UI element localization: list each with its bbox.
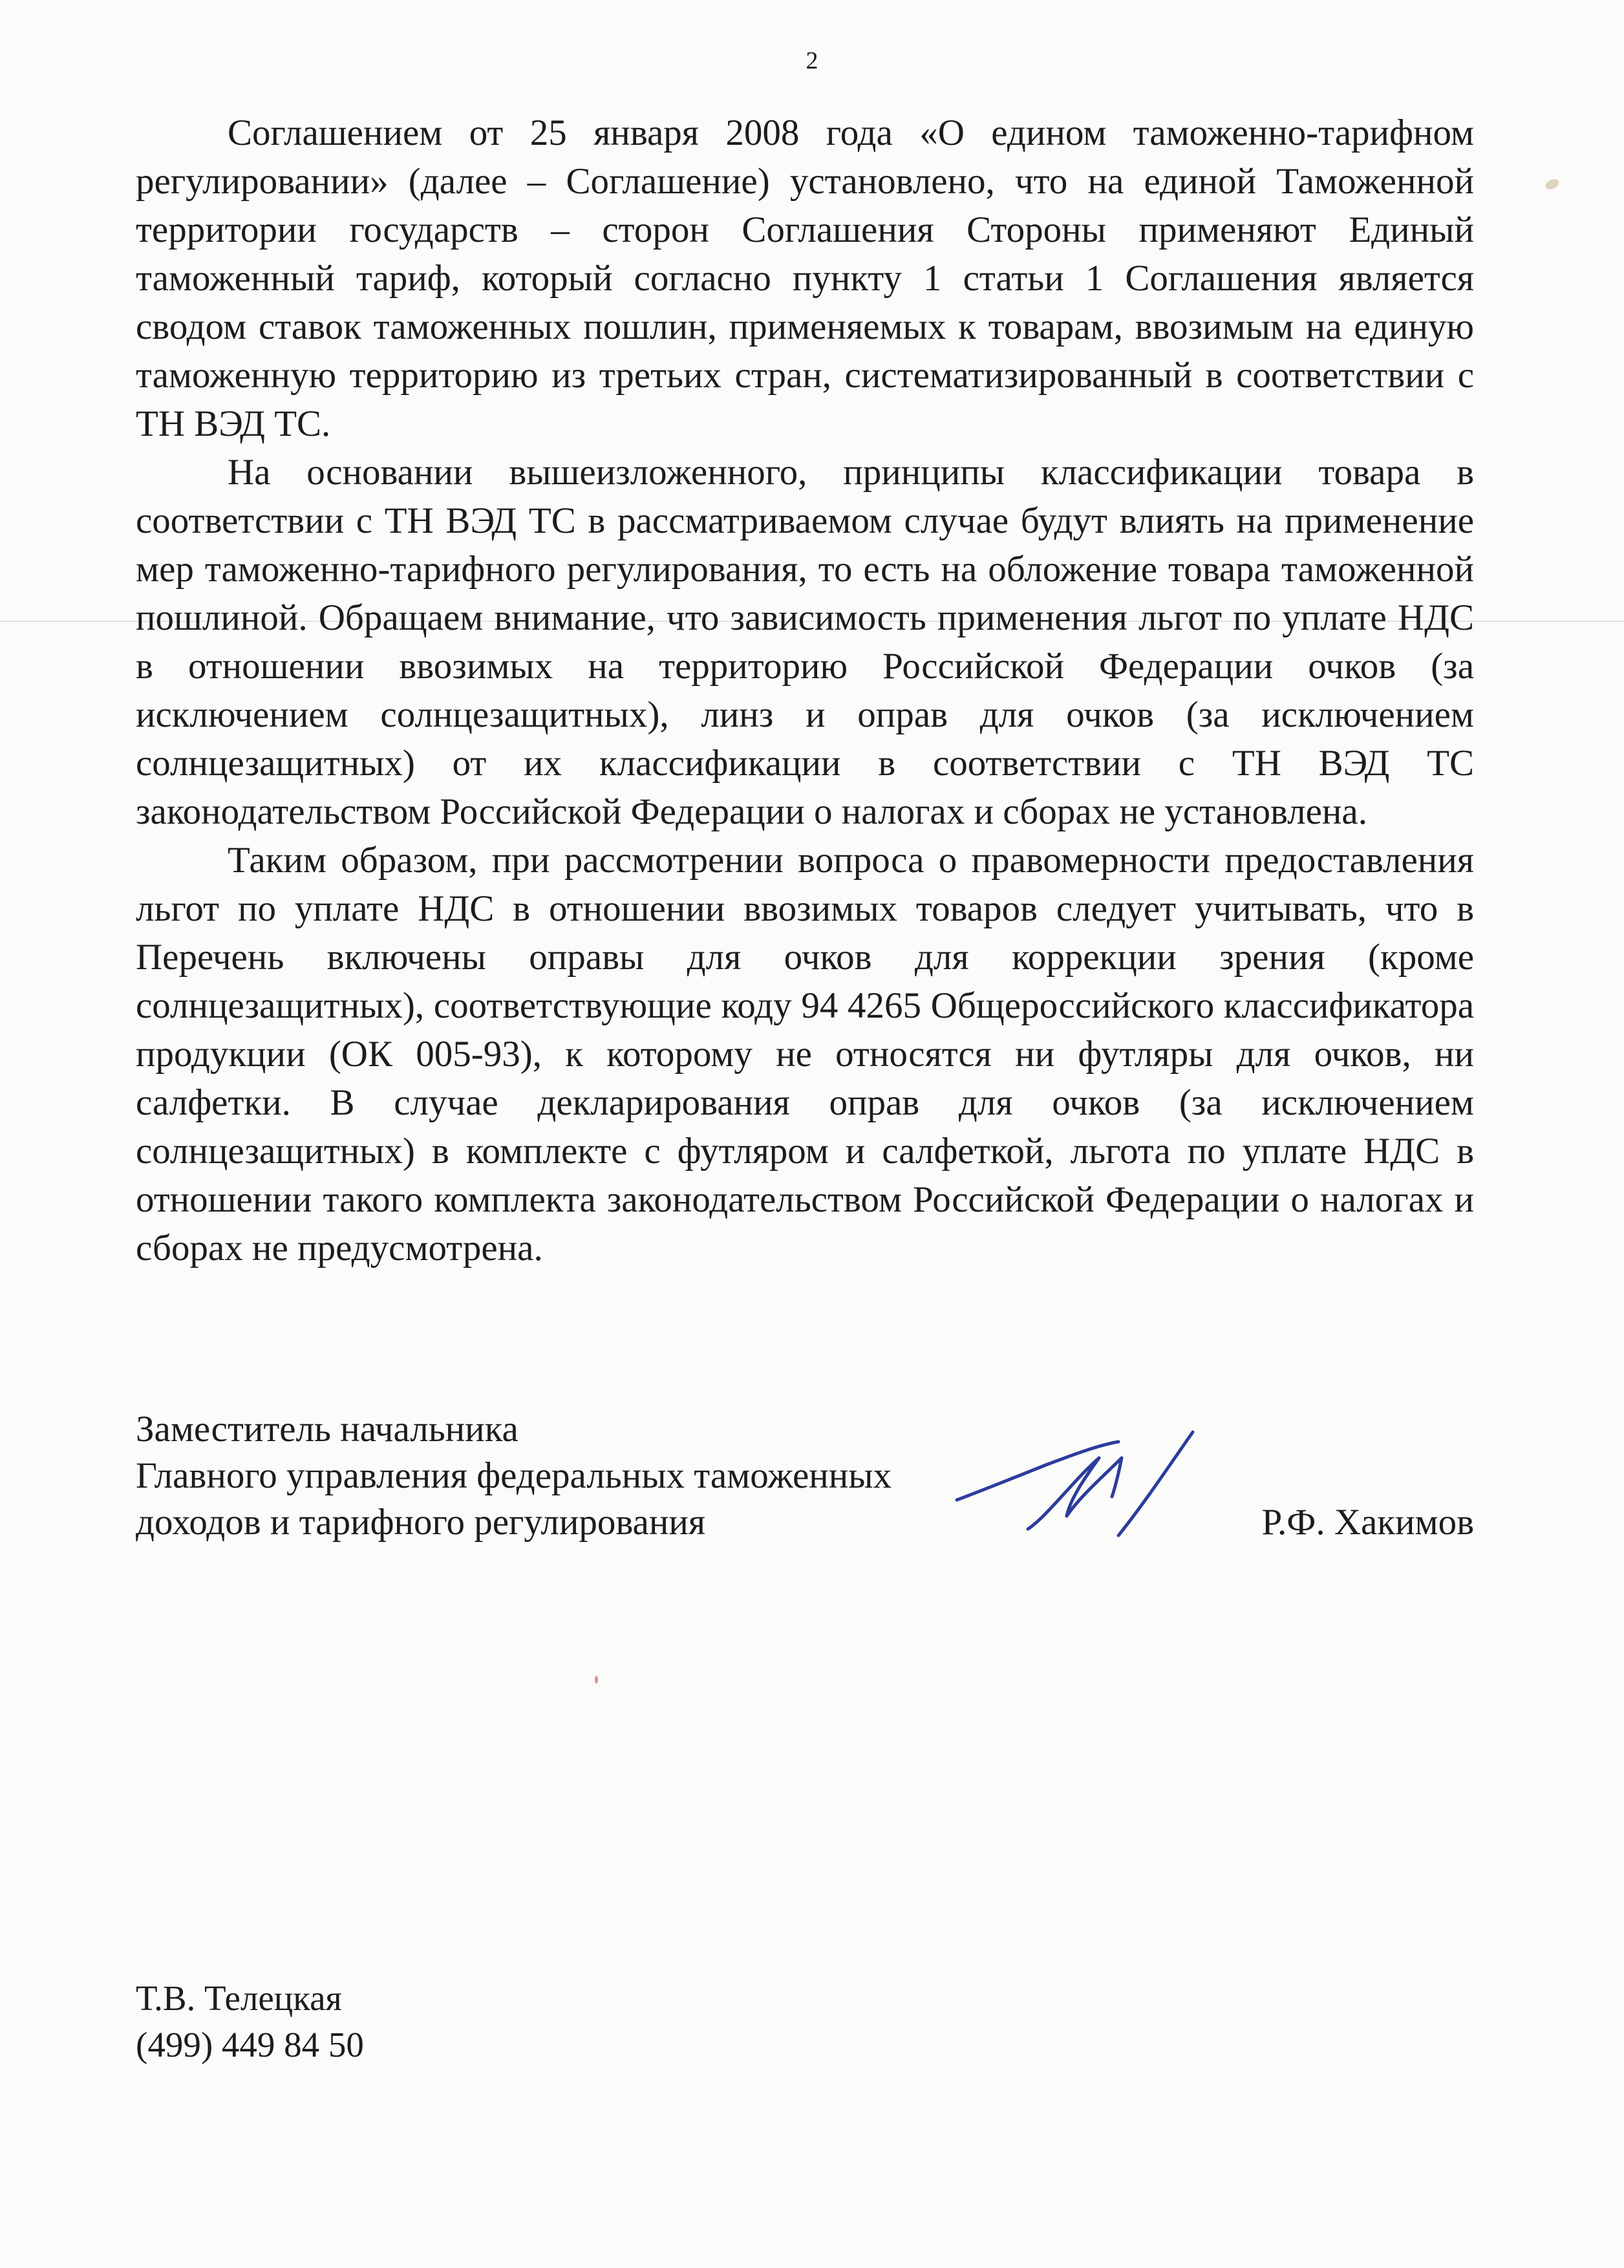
paragraph-classification: На основании вышеизложенного, принципы классификации товара в соответствии с ТН ВЭД ТС в рассматриваемом случае будут влиять на применение мер таможенно-тарифного регулирования, то есть на обложение товара таможенной пошлиной. Обращаем внимание, что зависимость применения льгот по уплате НДС в отношении ввозимых на территорию Российской Федерации очков (за исключением солнцезащитных), линз и оправ для очков (за исключением солнцезащитных) от их классификации в соответствии с ТН ВЭД ТС законодательством Российской Федерации о налогах и сборах не установлена.	[136, 452, 1474, 832]
signer-title-line: доходов и тарифного регулирования	[136, 1502, 706, 1543]
signer-title-line: Главного управления федеральных таможенных	[136, 1455, 892, 1496]
page-number: 2	[806, 47, 818, 74]
contact-block	[136, 1975, 364, 2068]
paragraph-agreement: Соглашением от 25 января 2008 года «О едином таможенно-тарифном регулировании» (далее – Соглашение) установлено, что на единой Таможенной территории государств – сторон Соглашения Стороны применяют Единый таможенный тариф, который согласно пункту 1 статьи 1 Соглашения является сводом ставок таможенных пошлин, применяемых к товарам, ввозимым на единую таможенную территорию из третьих стран, систематизированный в соответствии с ТН ВЭД ТС.	[136, 112, 1474, 444]
scan-speck	[595, 1676, 598, 1684]
paragraph-conclusion: Таким образом, при рассмотрении вопроса о правомерности предоставления льгот по уплате НДС в отношении ввозимых товаров следует учитывать, что в Перечень включены оправы для очков для коррекции зрения (кроме солнцезащитных), соответствующие коду 94 4265 Общероссийского классификатора продукции (ОК 005-93), к которому не относятся ни футляры для очков, ни салфетки. В случае декларирования оправ для очков (за исключением солнцезащитных) в комплекте с футляром и салфеткой, льгота по уплате НДС в отношении такого комплекта законодательством Российской Федерации о налогах и сборах не предусмотрена.	[136, 840, 1474, 1268]
signer-title	[136, 1406, 892, 1546]
signer-name: Р.Ф. Хакимов	[1261, 1502, 1474, 1543]
letter-body	[136, 109, 1474, 1272]
contact-name: Т.В. Телецкая	[136, 1978, 342, 2018]
scan-speck	[1544, 177, 1561, 191]
contact-phone: (499) 449 84 50	[136, 2025, 364, 2064]
signer-title-line: Заместитель начальника	[136, 1409, 518, 1450]
handwritten-signature	[950, 1419, 1209, 1548]
signature-block	[136, 1406, 1474, 1555]
